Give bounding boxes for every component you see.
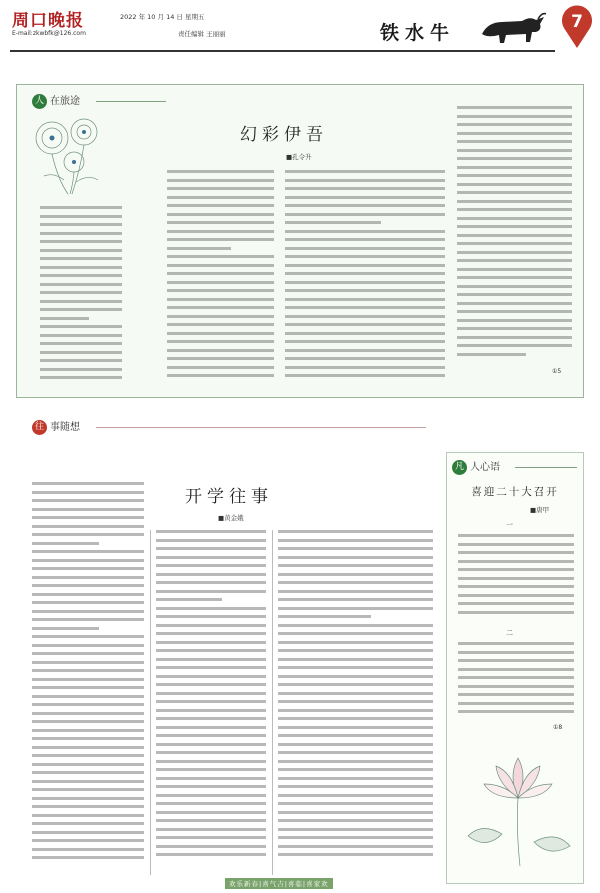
footer-banner: 欢乐新春|喜气吉|喜临|喜家欢 bbox=[225, 878, 333, 889]
article-title: 幻彩伊吾 bbox=[240, 125, 328, 145]
column-tag-label: 在旅途 bbox=[50, 96, 80, 107]
column-tag-travel bbox=[32, 92, 80, 109]
column-divider bbox=[272, 530, 273, 875]
poem-part-label: 一 bbox=[506, 521, 513, 529]
newspaper-logo: 周口晚报 bbox=[12, 11, 84, 31]
article-end-mark: ①5 bbox=[552, 368, 562, 375]
issue-date: 2022 年 10 月 14 日 星期五 bbox=[120, 13, 205, 21]
lotus-illustration bbox=[462, 738, 574, 868]
article-body-column-3 bbox=[278, 530, 433, 875]
article-body-column-2 bbox=[156, 530, 266, 875]
masthead bbox=[0, 0, 600, 62]
poem-part-2-lines bbox=[458, 642, 574, 726]
page-number: 7 bbox=[571, 12, 583, 32]
article-body-column-3 bbox=[285, 170, 445, 390]
header-rule bbox=[10, 50, 555, 52]
poem-title: 喜迎二十大召开 bbox=[471, 486, 559, 498]
poem-part-label: 二 bbox=[506, 629, 513, 637]
column-tag-essay bbox=[32, 418, 80, 435]
column-tag-label: 事随想 bbox=[50, 422, 80, 433]
article-title: 开学往事 bbox=[185, 487, 273, 507]
column-tag-icon: 凡 bbox=[452, 460, 467, 475]
column-tag-icon: 往 bbox=[32, 420, 47, 435]
tag-underline bbox=[515, 467, 577, 468]
column-tag-label: 人心语 bbox=[470, 462, 500, 473]
column-divider bbox=[150, 530, 151, 875]
article-byline: ■黄金娥 bbox=[218, 514, 244, 522]
iron-ox-icon bbox=[478, 8, 548, 48]
poem-part-1-lines bbox=[458, 534, 574, 626]
editor-credit: 责任编辑 王丽丽 bbox=[178, 30, 226, 38]
column-tag-icon: 人 bbox=[32, 94, 47, 109]
column-tag-poem bbox=[452, 458, 500, 475]
contact-email: E-mail:zkwbfk@126.com bbox=[12, 30, 86, 37]
poem-author: ■唐甲 bbox=[530, 506, 550, 514]
section-title: 铁水牛 bbox=[380, 22, 456, 44]
article-body-column-1 bbox=[32, 482, 144, 877]
tag-underline bbox=[96, 427, 426, 428]
poem-end-mark: ①8 bbox=[553, 724, 563, 731]
article-body-column-1 bbox=[40, 206, 122, 391]
article-byline: ■孔令升 bbox=[286, 153, 312, 161]
article-body-column-4 bbox=[457, 106, 572, 378]
article-body-column-2 bbox=[167, 170, 274, 390]
tag-underline bbox=[96, 101, 166, 102]
dandelion-illustration bbox=[24, 110, 119, 195]
